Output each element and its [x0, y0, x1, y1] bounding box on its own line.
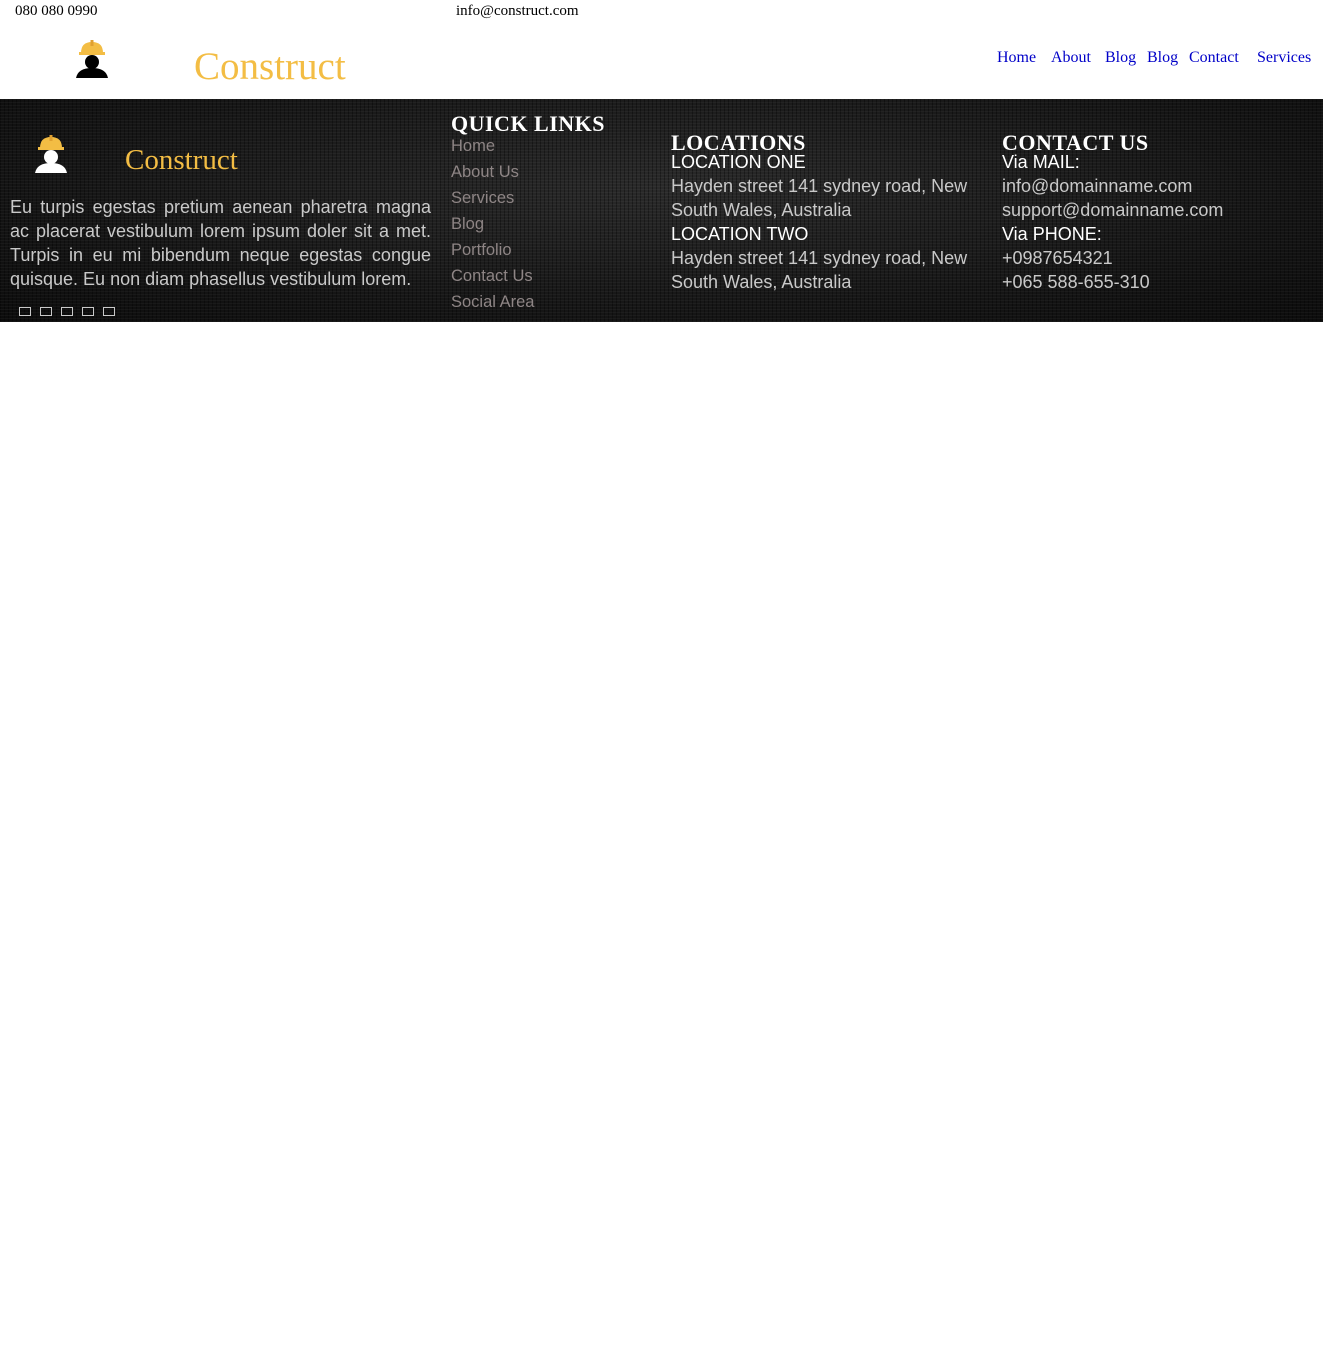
nav-blog[interactable]: Blog — [1105, 49, 1137, 66]
site-header — [0, 24, 1323, 99]
site-footer — [0, 99, 1323, 322]
top-phone: 080 080 0990 — [15, 3, 98, 19]
quick-link-home[interactable]: Home — [451, 137, 496, 155]
locations-title: LOCATIONS — [671, 130, 806, 155]
social-links — [19, 307, 115, 316]
location-one-address: Hayden street 141 sydney road, New South Wales, Australia — [671, 176, 968, 220]
quick-link-services[interactable]: Services — [451, 189, 515, 207]
contact-phone-2[interactable]: +065 588-655-310 — [1002, 272, 1150, 292]
brand-name[interactable]: Construct — [194, 45, 346, 88]
top-bar — [0, 0, 1323, 24]
top-email[interactable]: info@construct.com — [456, 3, 579, 19]
contact-mail-1[interactable]: info@domainname.com — [1002, 176, 1193, 196]
social-icon-3[interactable] — [61, 307, 73, 316]
quick-links-title: QUICK LINKS — [451, 111, 606, 136]
locations-block — [671, 150, 976, 294]
quick-link-social[interactable]: Social Area — [451, 293, 535, 311]
social-icon-2[interactable] — [40, 307, 52, 316]
location-two-address: Hayden street 141 sydney road, New South Wales, Australia — [671, 248, 968, 292]
quick-link-portfolio[interactable]: Portfolio — [451, 241, 512, 259]
social-icon-5[interactable] — [103, 307, 115, 316]
nav-services[interactable]: Services — [1257, 49, 1312, 66]
worker-helmet-icon — [72, 38, 112, 78]
nav-about[interactable]: About — [1051, 49, 1091, 66]
location-two-label: LOCATION TWO — [671, 224, 809, 244]
nav-contact[interactable]: Contact — [1189, 49, 1239, 66]
nav-home[interactable]: Home — [997, 49, 1037, 66]
nav-blog-2[interactable]: Blog — [1147, 49, 1179, 66]
contact-phone-1[interactable]: +0987654321 — [1002, 248, 1113, 268]
contact-phone-label: Via PHONE: — [1002, 224, 1102, 244]
social-icon-1[interactable] — [19, 307, 31, 316]
contact-block — [1002, 150, 1223, 294]
contact-mail-label: Via MAIL: — [1002, 152, 1080, 172]
footer-brand-name[interactable]: Construct — [125, 144, 238, 176]
footer-about-text: Eu turpis egestas pretium aenean pharetra magna ac placerat vestibulum lorem ipsum doler sit a met. Turpis in eu mi bibendum neque egestas congue quisque. Eu non diam phasellus vestibulum lorem. — [10, 197, 431, 289]
location-one-label: LOCATION ONE — [671, 152, 806, 172]
quick-link-blog[interactable]: Blog — [451, 215, 485, 233]
quick-link-about[interactable]: About Us — [451, 163, 519, 181]
contact-title: CONTACT US — [1002, 130, 1149, 155]
contact-mail-2[interactable]: support@domainname.com — [1002, 200, 1224, 220]
worker-helmet-icon — [31, 133, 71, 173]
quick-link-contact[interactable]: Contact Us — [451, 267, 533, 285]
social-icon-4[interactable] — [82, 307, 94, 316]
quick-links-list — [451, 133, 534, 315]
